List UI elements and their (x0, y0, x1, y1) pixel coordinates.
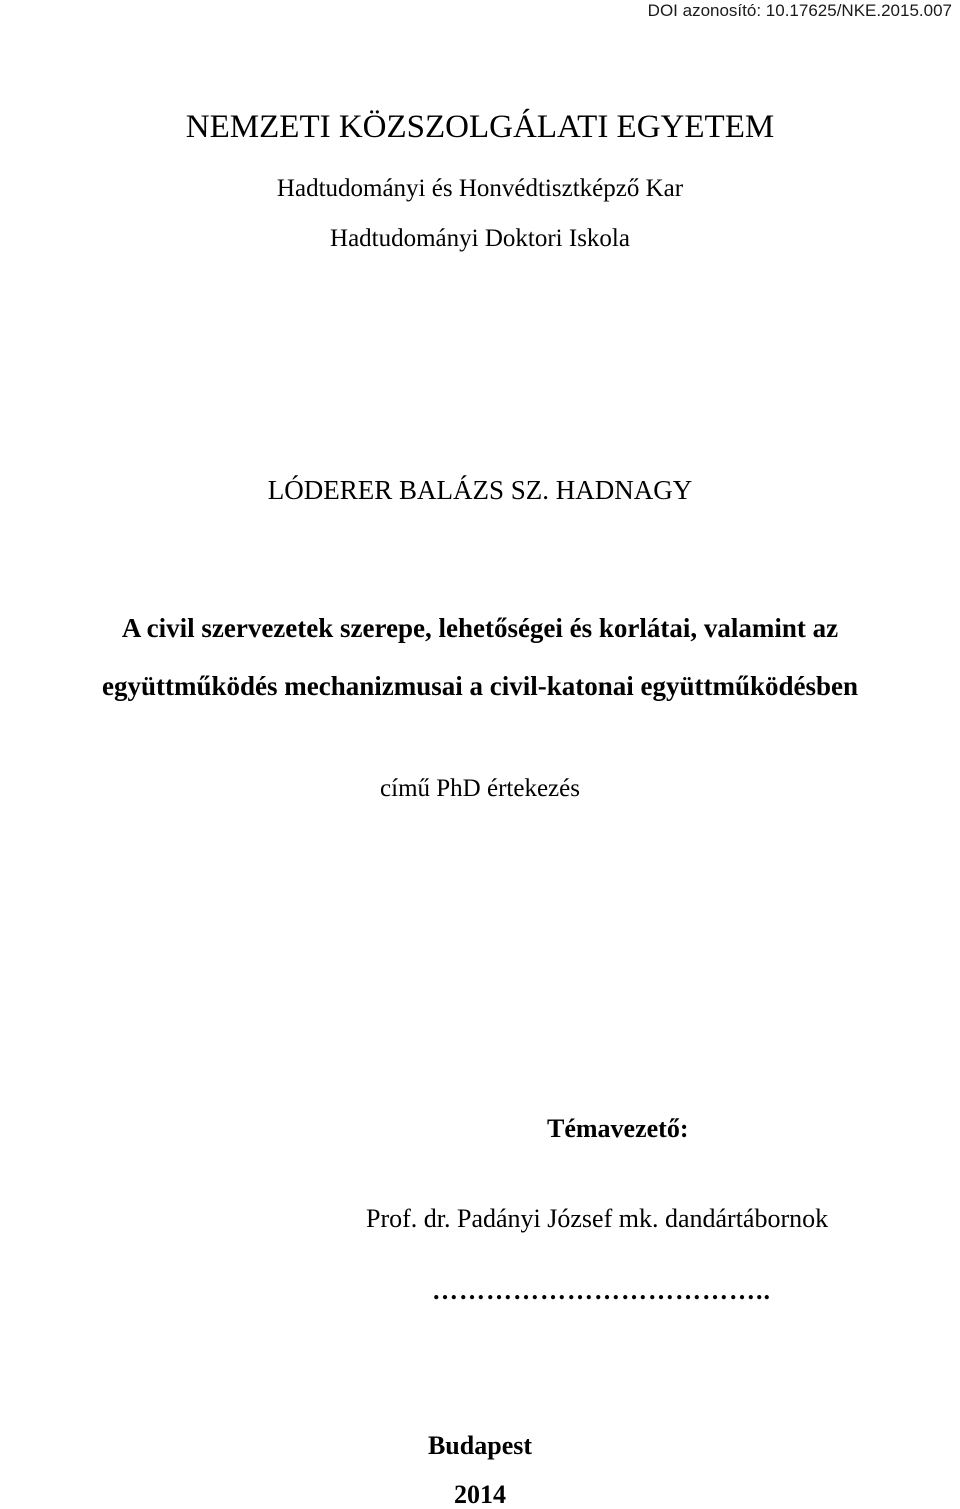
doi-identifier: DOI azonosító: 10.17625/NKE.2015.007 (647, 1, 952, 20)
author-name: LÓDERER BALÁZS SZ. HADNAGY (267, 475, 693, 505)
signature-line: ……………………………….. (432, 1276, 771, 1305)
year: 2014 (454, 1480, 506, 1509)
supervisor-label: Témavezető: (547, 1114, 689, 1143)
supervisor-name: Prof. dr. Padányi József mk. dandártábornok (366, 1204, 829, 1233)
university-name: NEMZETI KÖZSZOLGÁLATI EGYETEM (185, 109, 775, 145)
thesis-type: című PhD értekezés (380, 775, 580, 802)
faculty-name: Hadtudományi és Honvédtisztképző Kar (276, 175, 684, 202)
thesis-title-line-1: A civil szervezetek szerepe, lehetőségei és korlátai, valamint az (121, 613, 839, 643)
city: Budapest (427, 1431, 533, 1460)
doctoral-school-name: Hadtudományi Doktori Iskola (330, 225, 630, 252)
thesis-title-line-2: együttműködés mechanizmusai a civil-katonai együttműködésben (101, 671, 859, 701)
